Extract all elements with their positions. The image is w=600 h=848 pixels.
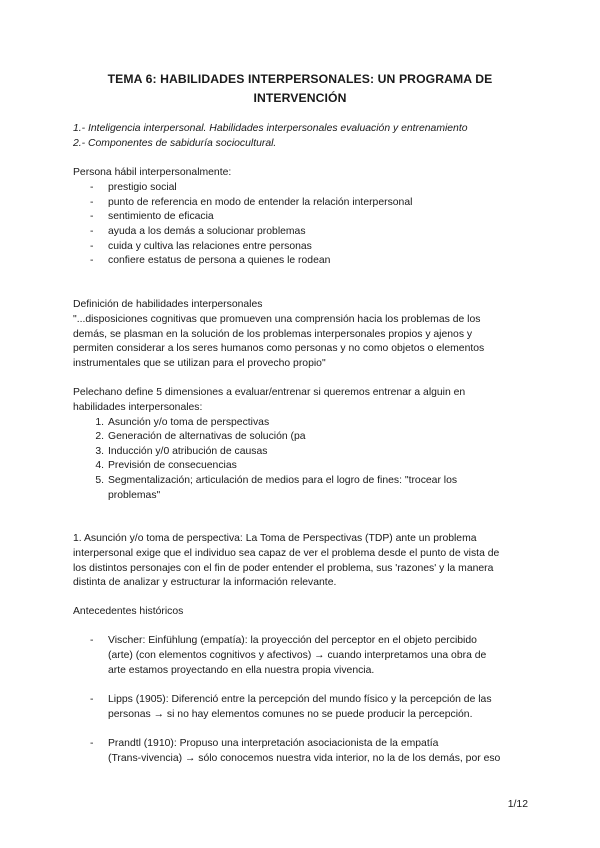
dimension-item: Asunción y/o toma de perspectivas [108, 417, 270, 428]
title-line-2: INTERVENCIÓN [253, 91, 347, 105]
asuncion-line: 1. Asunción y/o toma de perspectiva: La Toma de Perspectivas (TDP) ante un problema [73, 533, 477, 544]
asuncion-line: distinta de analizar y estructurar la información relevante. [73, 577, 337, 588]
pelechano-line: habilidades interpersonales: [73, 402, 203, 413]
antecedente-line: (Trans-vivencia) → sólo conocemos nuestra vida interior, no la de los demás, por eso [108, 753, 501, 764]
bullet-dash: - [90, 197, 94, 208]
bullet-dash: - [90, 694, 94, 705]
bullet-dash: - [90, 226, 94, 237]
dimension-item: Generación de alternativas de solución (pa [108, 431, 306, 442]
persona-bullet: punto de referencia en modo de entender la relación interpersonal [108, 197, 413, 208]
title-line-1: TEMA 6: HABILIDADES INTERPERSONALES: UN PROGRAMA DE [107, 72, 493, 86]
definicion-line: demás, se plasman en la solución de los problemas interpersonales propios y ajenos y [73, 329, 473, 340]
bullet-dash: - [90, 738, 94, 749]
dimension-number: 4. [95, 460, 104, 471]
persona-bullet: cuida y cultiva las relaciones entre personas [108, 241, 312, 252]
dimension-item: Segmentalización; articulación de medios para el logro de fines: "trocear los [108, 475, 458, 486]
bullet-dash: - [90, 182, 94, 193]
intro-item: 1.- Inteligencia interpersonal. Habilidades interpersonales evaluación y entrenamiento [73, 123, 468, 134]
pelechano-line: Pelechano define 5 dimensiones a evaluar/entrenar si queremos entrenar a alguin en [73, 387, 466, 398]
persona-bullet: sentimiento de eficacia [108, 211, 214, 222]
intro-item: 2.- Componentes de sabiduría sociocultural. [73, 138, 277, 149]
antecedente-line: Prandtl (1910): Propuso una interpretación asociacionista de la empatía [108, 738, 439, 749]
dimension-number: 2. [95, 431, 104, 442]
antecedente-line: personas → si no hay elementos comunes no se puede producir la percepción. [108, 709, 473, 720]
definicion-line: instrumentales que se utilizan para el provecho propio" [73, 358, 326, 369]
persona-bullet: ayuda a los demás a solucionar problemas [108, 226, 306, 237]
dimension-item-continued: problemas" [108, 490, 161, 501]
antecedente-line: Vischer: Einfühlung (empatía): la proyección del perceptor en el objeto percibido [108, 635, 477, 646]
persona-bullet: prestigio social [108, 182, 177, 193]
definicion-line: permiten considerar a los seres humanos como personas y no como objetos o elementos [73, 343, 485, 354]
persona-heading: Persona hábil interpersonalmente: [73, 167, 232, 178]
dimension-number: 5. [95, 475, 104, 486]
asuncion-line: interpersonal exige que el individuo sea capaz de ver el problema desde el punto de vista de [73, 548, 500, 559]
antecedente-line: (arte) (con elementos cognitivos y afectivos) → cuando interpretamos una obra de [108, 650, 487, 661]
dimension-item: Previsión de consecuencias [108, 460, 237, 471]
document-title [72, 70, 528, 108]
definicion-line: "...disposiciones cognitivas que promueven una comprensión hacia los problemas de los [73, 314, 481, 325]
persona-bullet: confiere estatus de persona a quienes le rodean [108, 255, 331, 266]
antecedente-line: arte estamos proyectando en ella nuestra propia vivencia. [108, 665, 375, 676]
bullet-dash: - [90, 255, 94, 266]
bullet-dash: - [90, 241, 94, 252]
definicion-heading: Definición de habilidades interpersonales [73, 299, 263, 310]
dimension-item: Inducción y/0 atribución de causas [108, 446, 268, 457]
bullet-dash: - [90, 211, 94, 222]
antecedentes-heading: Antecedentes históricos [73, 606, 184, 617]
asuncion-line: los distintos personajes con el fin de poder entender el problema, sus 'razones' y la manera [73, 563, 494, 574]
dimension-number: 3. [95, 446, 104, 457]
dimension-number: 1. [95, 417, 104, 428]
page-number: 1/12 [507, 799, 528, 810]
bullet-dash: - [90, 635, 94, 646]
antecedente-line: Lipps (1905): Diferenció entre la percepción del mundo físico y la percepción de las [108, 694, 492, 705]
